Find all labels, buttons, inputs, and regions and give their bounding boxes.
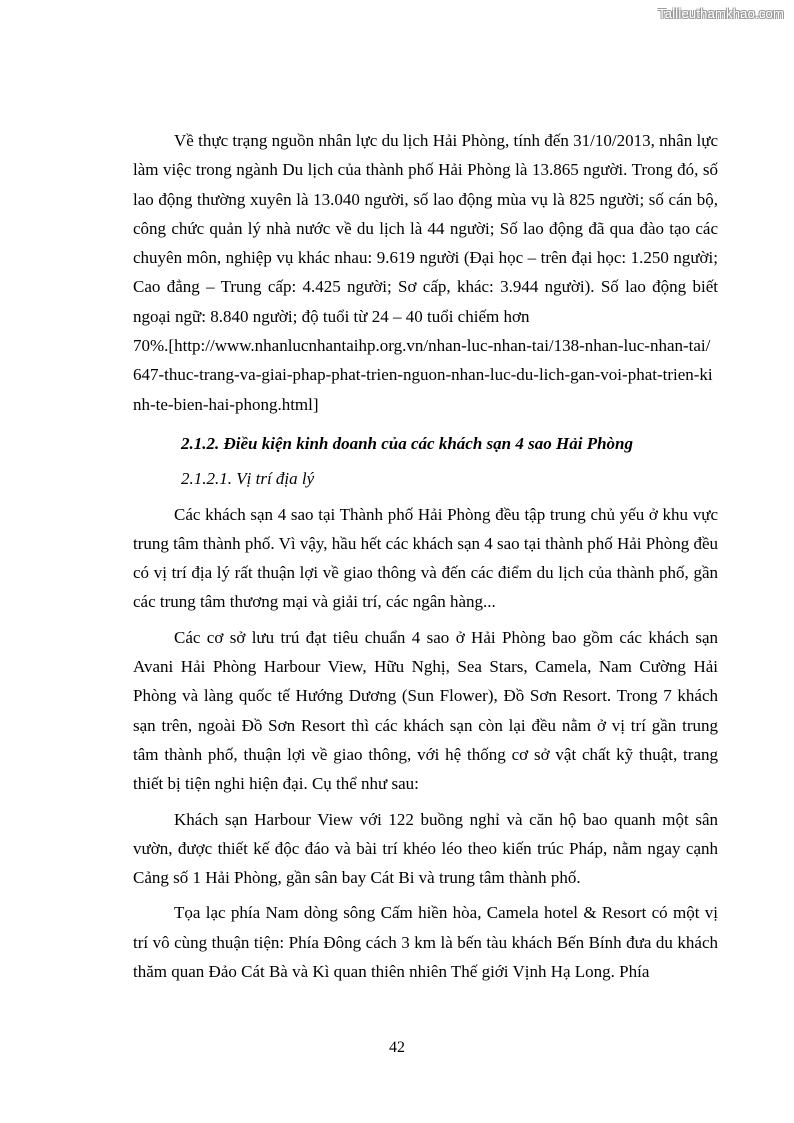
document-body (133, 126, 718, 986)
paragraph-human-resources: Về thực trạng nguồn nhân lực du lịch Hải Phòng, tính đến 31/10/2013, nhân lực làm việc trong ngành Du lịch của thành phố Hải Phòng là 13.865 người. Trong đó, số lao động thường xuyên là 13.040 người, số lao động mùa vụ là 825 người; số cán bộ, công chức quản lý nhà nước về du lịch là 44 người; Số lao động đã qua đào tạo các chuyên môn, nghiệp vụ khác nhau: 9.619 người (Đại học – trên đại học: 1.250 người; Cao đẳng – Trung cấp: 4.425 người; Sơ cấp, khác: 3.944 người). Số lao động biết ngoại ngữ: 8.840 người; độ tuổi từ 24 – 40 tuổi chiếm hơn (133, 131, 718, 326)
section-heading-2-1-2: 2.1.2. Điều kiện kinh doanh của các khách sạn 4 sao Hải Phòng (181, 433, 633, 453)
subsection-heading-2-1-2-1: 2.1.2.1. Vị trí địa lý (181, 469, 315, 489)
paragraph-camela: Tọa lạc phía Nam dòng sông Cấm hiền hòa, Camela hotel & Resort có một vị trí vô cùng thuận tiện: Phía Đông cách 3 km là bến tàu khách Bến Bính đưa du khách thăm quan Đảo Cát Bà và Kì quan thiên nhiên Thế giới Vịnh Hạ Long. Phía (133, 903, 718, 982)
paragraph-harbour-view: Khách sạn Harbour View với 122 buồng nghỉ và căn hộ bao quanh một sân vườn, được thiết kế độc đáo và bài trí khéo léo theo kiến trúc Pháp, nằm ngay cạnh Cảng số 1 Hải Phòng, gần sân bay Cát Bi và trung tâm thành phố. (133, 809, 718, 888)
paragraph-hotel-list: Các cơ sở lưu trú đạt tiêu chuẩn 4 sao ở Hải Phòng bao gồm các khách sạn Avani Hải Phòng Harbour View, Hữu Nghị, Sea Stars, Camela, Nam Cường Hải Phòng và làng quốc tế Hướng Dương (Sun Flower), Đồ Sơn Resort. Trong 7 khách sạn trên, ngoài Đồ Sơn Resort thì các khách sạn còn lại đều nằm ở vị trí gần trung tâm thành phố, thuận lợi về giao thông, với hệ thống cơ sở vật chất kỹ thuật, trang thiết bị tiện nghi hiện đại. Cụ thể như sau: (133, 627, 718, 794)
source-reference-link[interactable]: 70%.[http://www.nhanlucnhantaihp.org.vn/nhan-luc-nhan-tai/138-nhan-luc-nhan-tai/647-thuc-trang-va-giai-phap-phat-trien-nguon-nhan-luc-du-lich-gan-voi-phat-trien-kinh-te-bien-hai-phong.html] (133, 336, 713, 414)
watermark-text: Tailieuthamkhao.com (658, 6, 784, 21)
paragraph-location: Các khách sạn 4 sao tại Thành phố Hải Phòng đều tập trung chủ yếu ở khu vực trung tâm thành phố. Vì vậy, hầu hết các khách sạn 4 sao tại thành phố Hải Phòng đều có vị trí địa lý rất thuận lợi về giao thông và đến các điểm du lịch của thành phố, gần các trung tâm thương mại và giải trí, các ngân hàng... (133, 504, 718, 612)
page-number: 42 (389, 1039, 405, 1056)
